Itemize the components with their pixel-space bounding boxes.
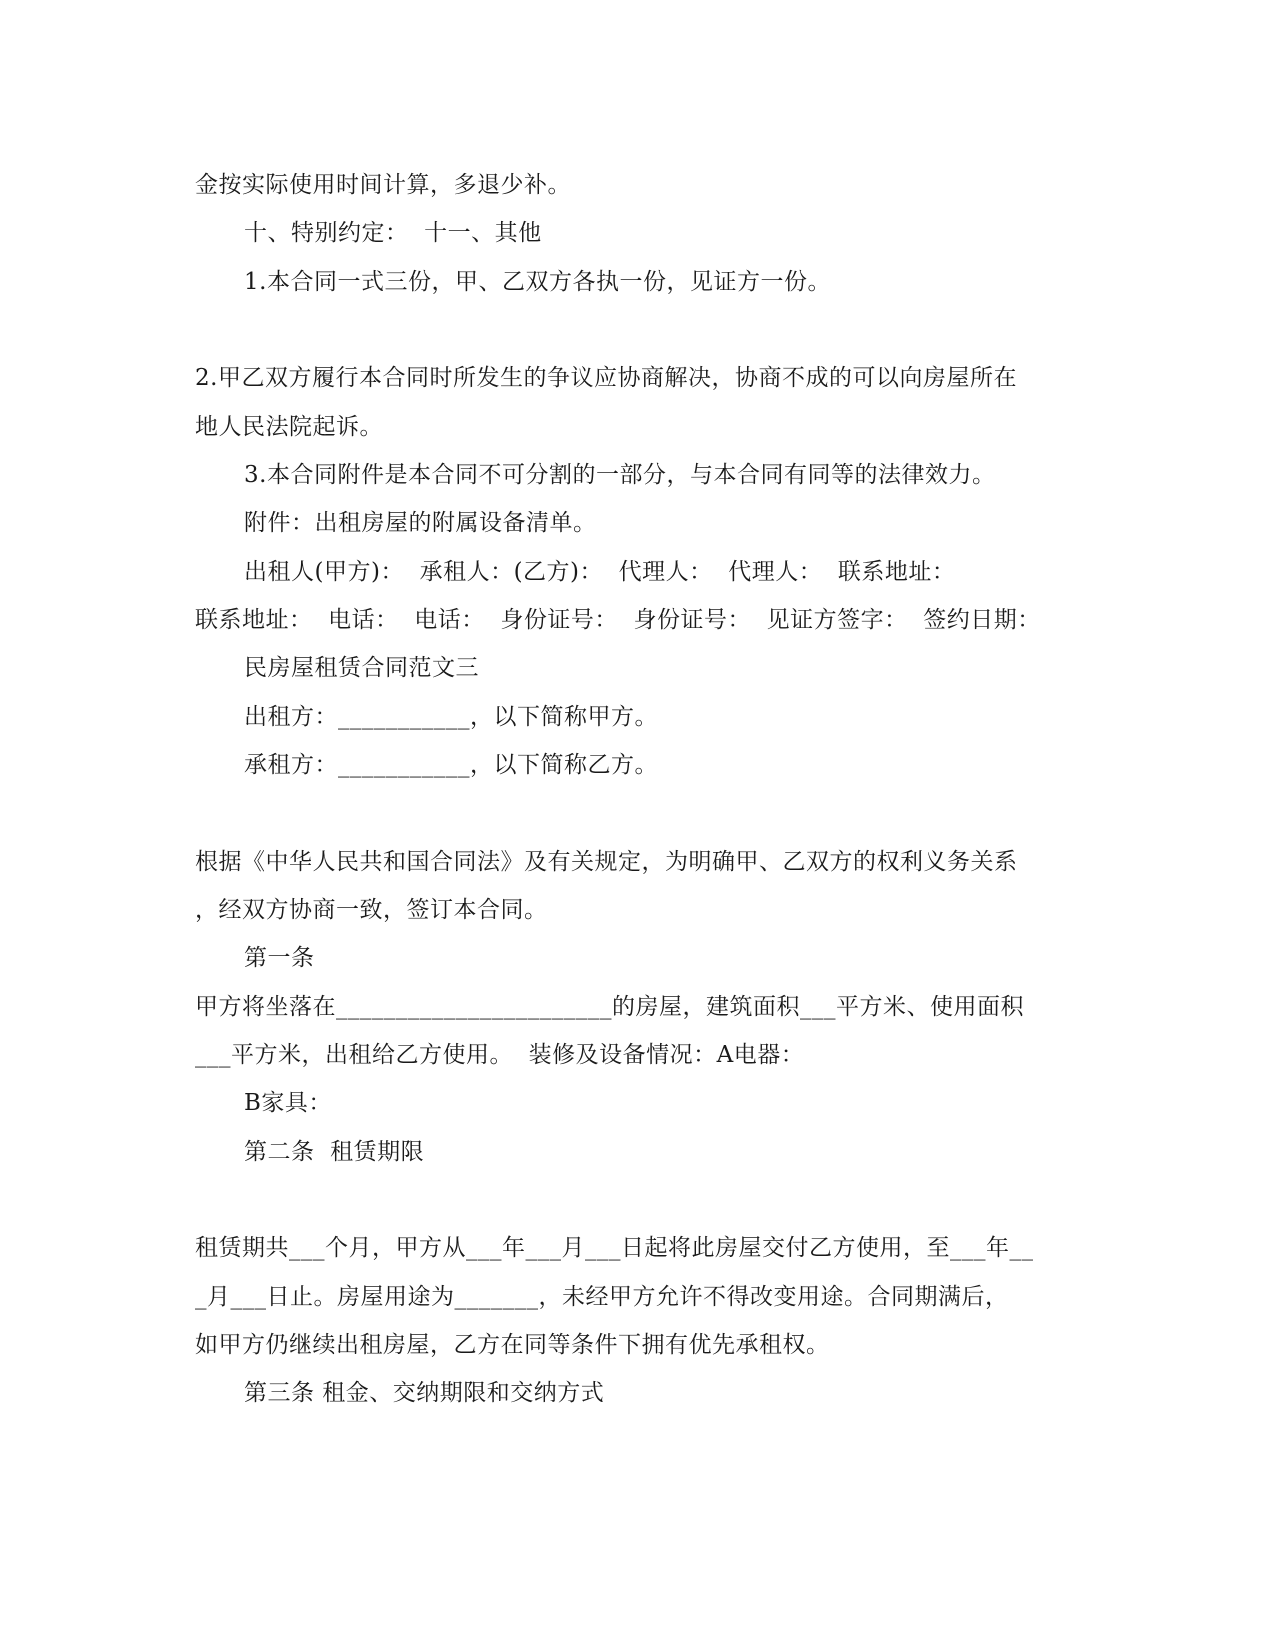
text-line: ___平方米，出租给乙方使用。 装修及设备情况：A电器： [195, 1042, 805, 1068]
text-line: 如甲方仍继续出租房屋，乙方在同等条件下拥有优先承租权。 [195, 1332, 830, 1358]
text-line: ，经双方协商一致，签订本合同。 [195, 897, 548, 923]
article-heading: 第二条 租赁期限 [244, 1139, 425, 1165]
article-heading: 第三条 租金、交纳期限和交纳方式 [244, 1380, 605, 1406]
text-line: _月___日止。房屋用途为_______，未经甲方允许不得改变用途。合同期满后， [195, 1284, 1009, 1310]
text-line: B家具： [244, 1090, 332, 1116]
lessee-line: 承租方：___________，以下简称乙方。 [244, 752, 658, 778]
signature-fields: 出租人(甲方)： 承租人：(乙方)： 代理人： 代理人： 联系地址： [244, 559, 956, 585]
section-heading-special-terms: 十、特别约定： 十一、其他 [244, 220, 542, 246]
clause-item: 2.甲乙双方履行本合同时所发生的争议应协商解决，协商不成的可以向房屋所在 [195, 365, 1017, 391]
clause-item: 3.本合同附件是本合同不可分割的一部分，与本合同有同等的法律效力。 [244, 462, 996, 488]
clause-item: 1.本合同一式三份，甲、乙双方各执一份，见证方一份。 [244, 269, 831, 295]
document-title: 民房屋租赁合同范文三 [244, 655, 479, 681]
text-line: 地人民法院起诉。 [195, 414, 383, 440]
lessor-line: 出租方：___________，以下简称甲方。 [244, 704, 658, 730]
text-line: 甲方将坐落在_______________________的房屋，建筑面积___平方米、使用面积 [195, 994, 1024, 1020]
text-line: 租赁期共___个月，甲方从___年___月___日起将此房屋交付乙方使用，至___年__ [195, 1235, 1034, 1261]
signature-fields: 联系地址： 电话： 电话： 身份证号： 身份证号： 见证方签字： 签约日期： [195, 607, 1041, 633]
text-line: 根据《中华人民共和国合同法》及有关规定，为明确甲、乙双方的权利义务关系 [195, 849, 1018, 875]
article-heading: 第一条 [244, 945, 315, 971]
attachment-line: 附件：出租房屋的附属设备清单。 [244, 510, 597, 536]
text-line: 金按实际使用时间计算，多退少补。 [195, 172, 571, 198]
